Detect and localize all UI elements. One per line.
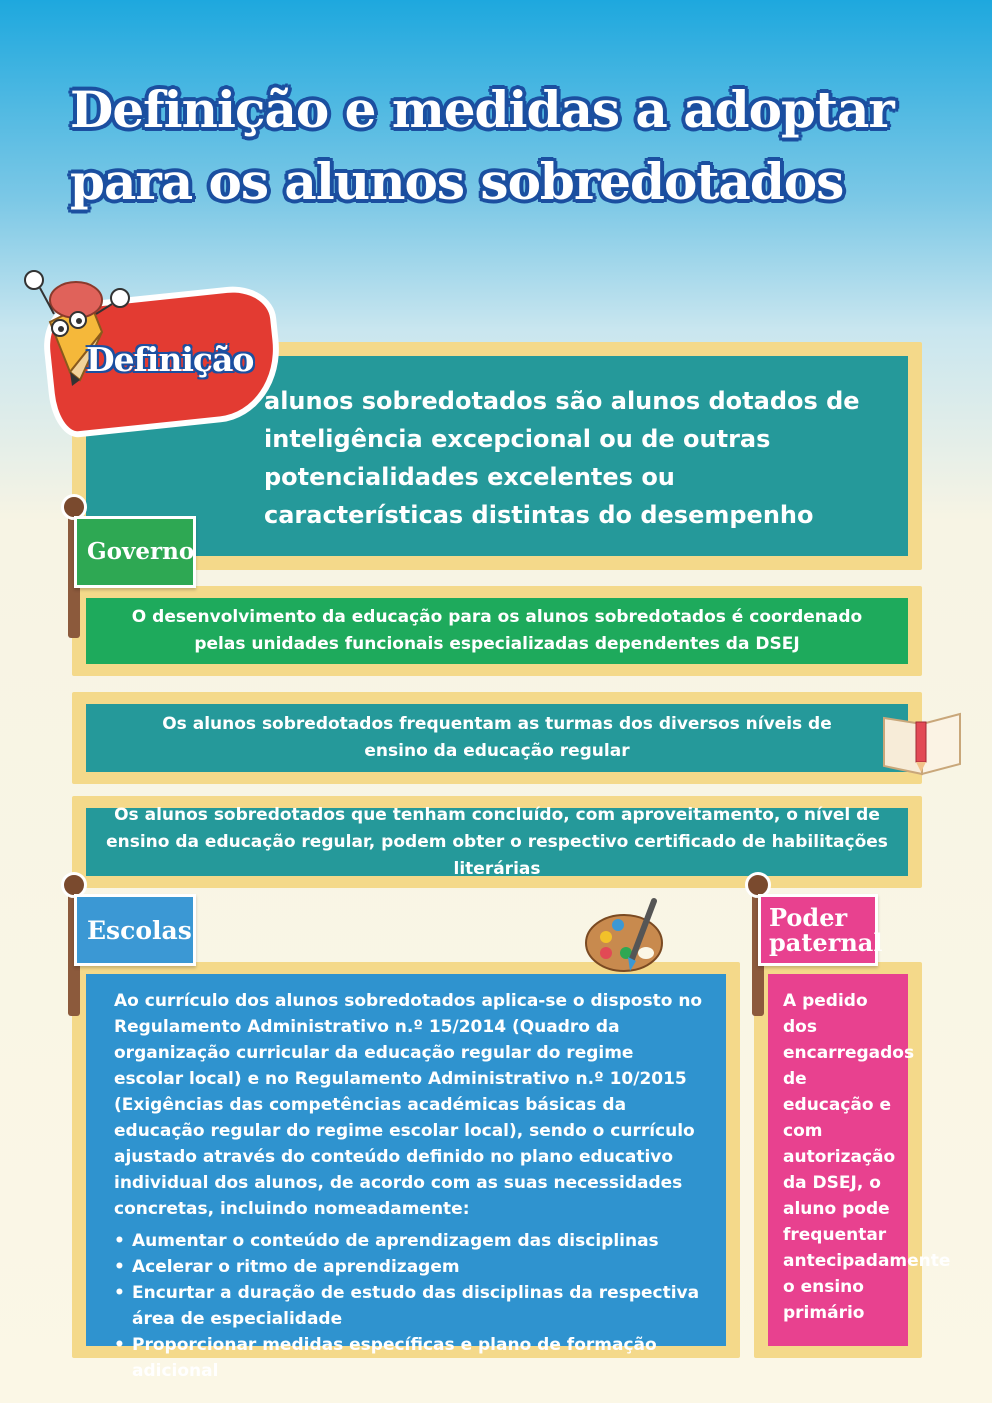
- poder-flag: [758, 894, 883, 966]
- turmas-panel: [86, 704, 908, 772]
- list-item: • Encurtar a duração de estudo das disciplinas da respectiva área de especialidade: [114, 1280, 706, 1332]
- escolas-label: Escolas: [87, 916, 192, 945]
- list-item: • Acelerar o ritmo de aprendizagem: [114, 1254, 706, 1280]
- list-item: • Proporcionar medidas específicas e plano de formação adicional: [114, 1332, 706, 1384]
- governo-label: Governo: [87, 538, 195, 565]
- open-book-icon: [880, 708, 964, 780]
- poder-label-line1: Poder: [769, 903, 848, 932]
- list-item: • Aumentar o conteúdo de aprendizagem das disciplinas: [114, 1228, 706, 1254]
- governo-text: O desenvolvimento da educação para os alunos sobredotados é coordenado pelas unidades funcionais especializadas dependentes da DSEJ: [131, 607, 863, 654]
- poder-panel: [768, 974, 951, 1346]
- paint-palette-icon: [582, 895, 672, 977]
- certificado-panel: [86, 804, 908, 879]
- definition-text: alunos sobredotados são alunos dotados de inteligência excepcional ou de outras potencialidades excelentes ou características distintas do desempenho: [264, 387, 860, 529]
- poder-label-line2: paternal: [769, 928, 883, 957]
- escolas-flag: [74, 894, 196, 966]
- escolas-panel: [86, 974, 726, 1381]
- governo-flag: [74, 516, 196, 588]
- page-title: Definição e medidas a adoptar para os alunos sobredotados: [70, 80, 894, 211]
- governo-panel: [86, 598, 908, 664]
- poder-text: A pedido dos encarregados de educação e com autorização da DSEJ, o aluno pode frequentar antecipadamente o ensino primário: [783, 991, 951, 1323]
- certificado-text: Os alunos sobredotados que tenham concluído, com aproveitamento, o nível de ensino da educação regular, podem obter o respectivo certificado de habilitações literárias: [106, 804, 888, 879]
- definition-label: Definição: [86, 340, 254, 379]
- escolas-bullet-list: [114, 1228, 706, 1384]
- turmas-text: Os alunos sobredotados frequentam as turmas dos diversos níveis de ensino da educação regular: [162, 714, 832, 761]
- escolas-text: Ao currículo dos alunos sobredotados aplica-se o disposto no Regulamento Administrativo n.º 15/2014 (Quadro da organização curricular da educação regular do regime escolar local) e no Regulamento Administrativo n.º 10/2015 (Exigências das competências académicas básicas da educação regular do regime escolar local), sendo o currículo ajustado através do conteúdo definido no plano educativo individual dos alunos, de acordo com as suas necessidades concretas, incluindo nomeadamente:: [114, 991, 703, 1219]
